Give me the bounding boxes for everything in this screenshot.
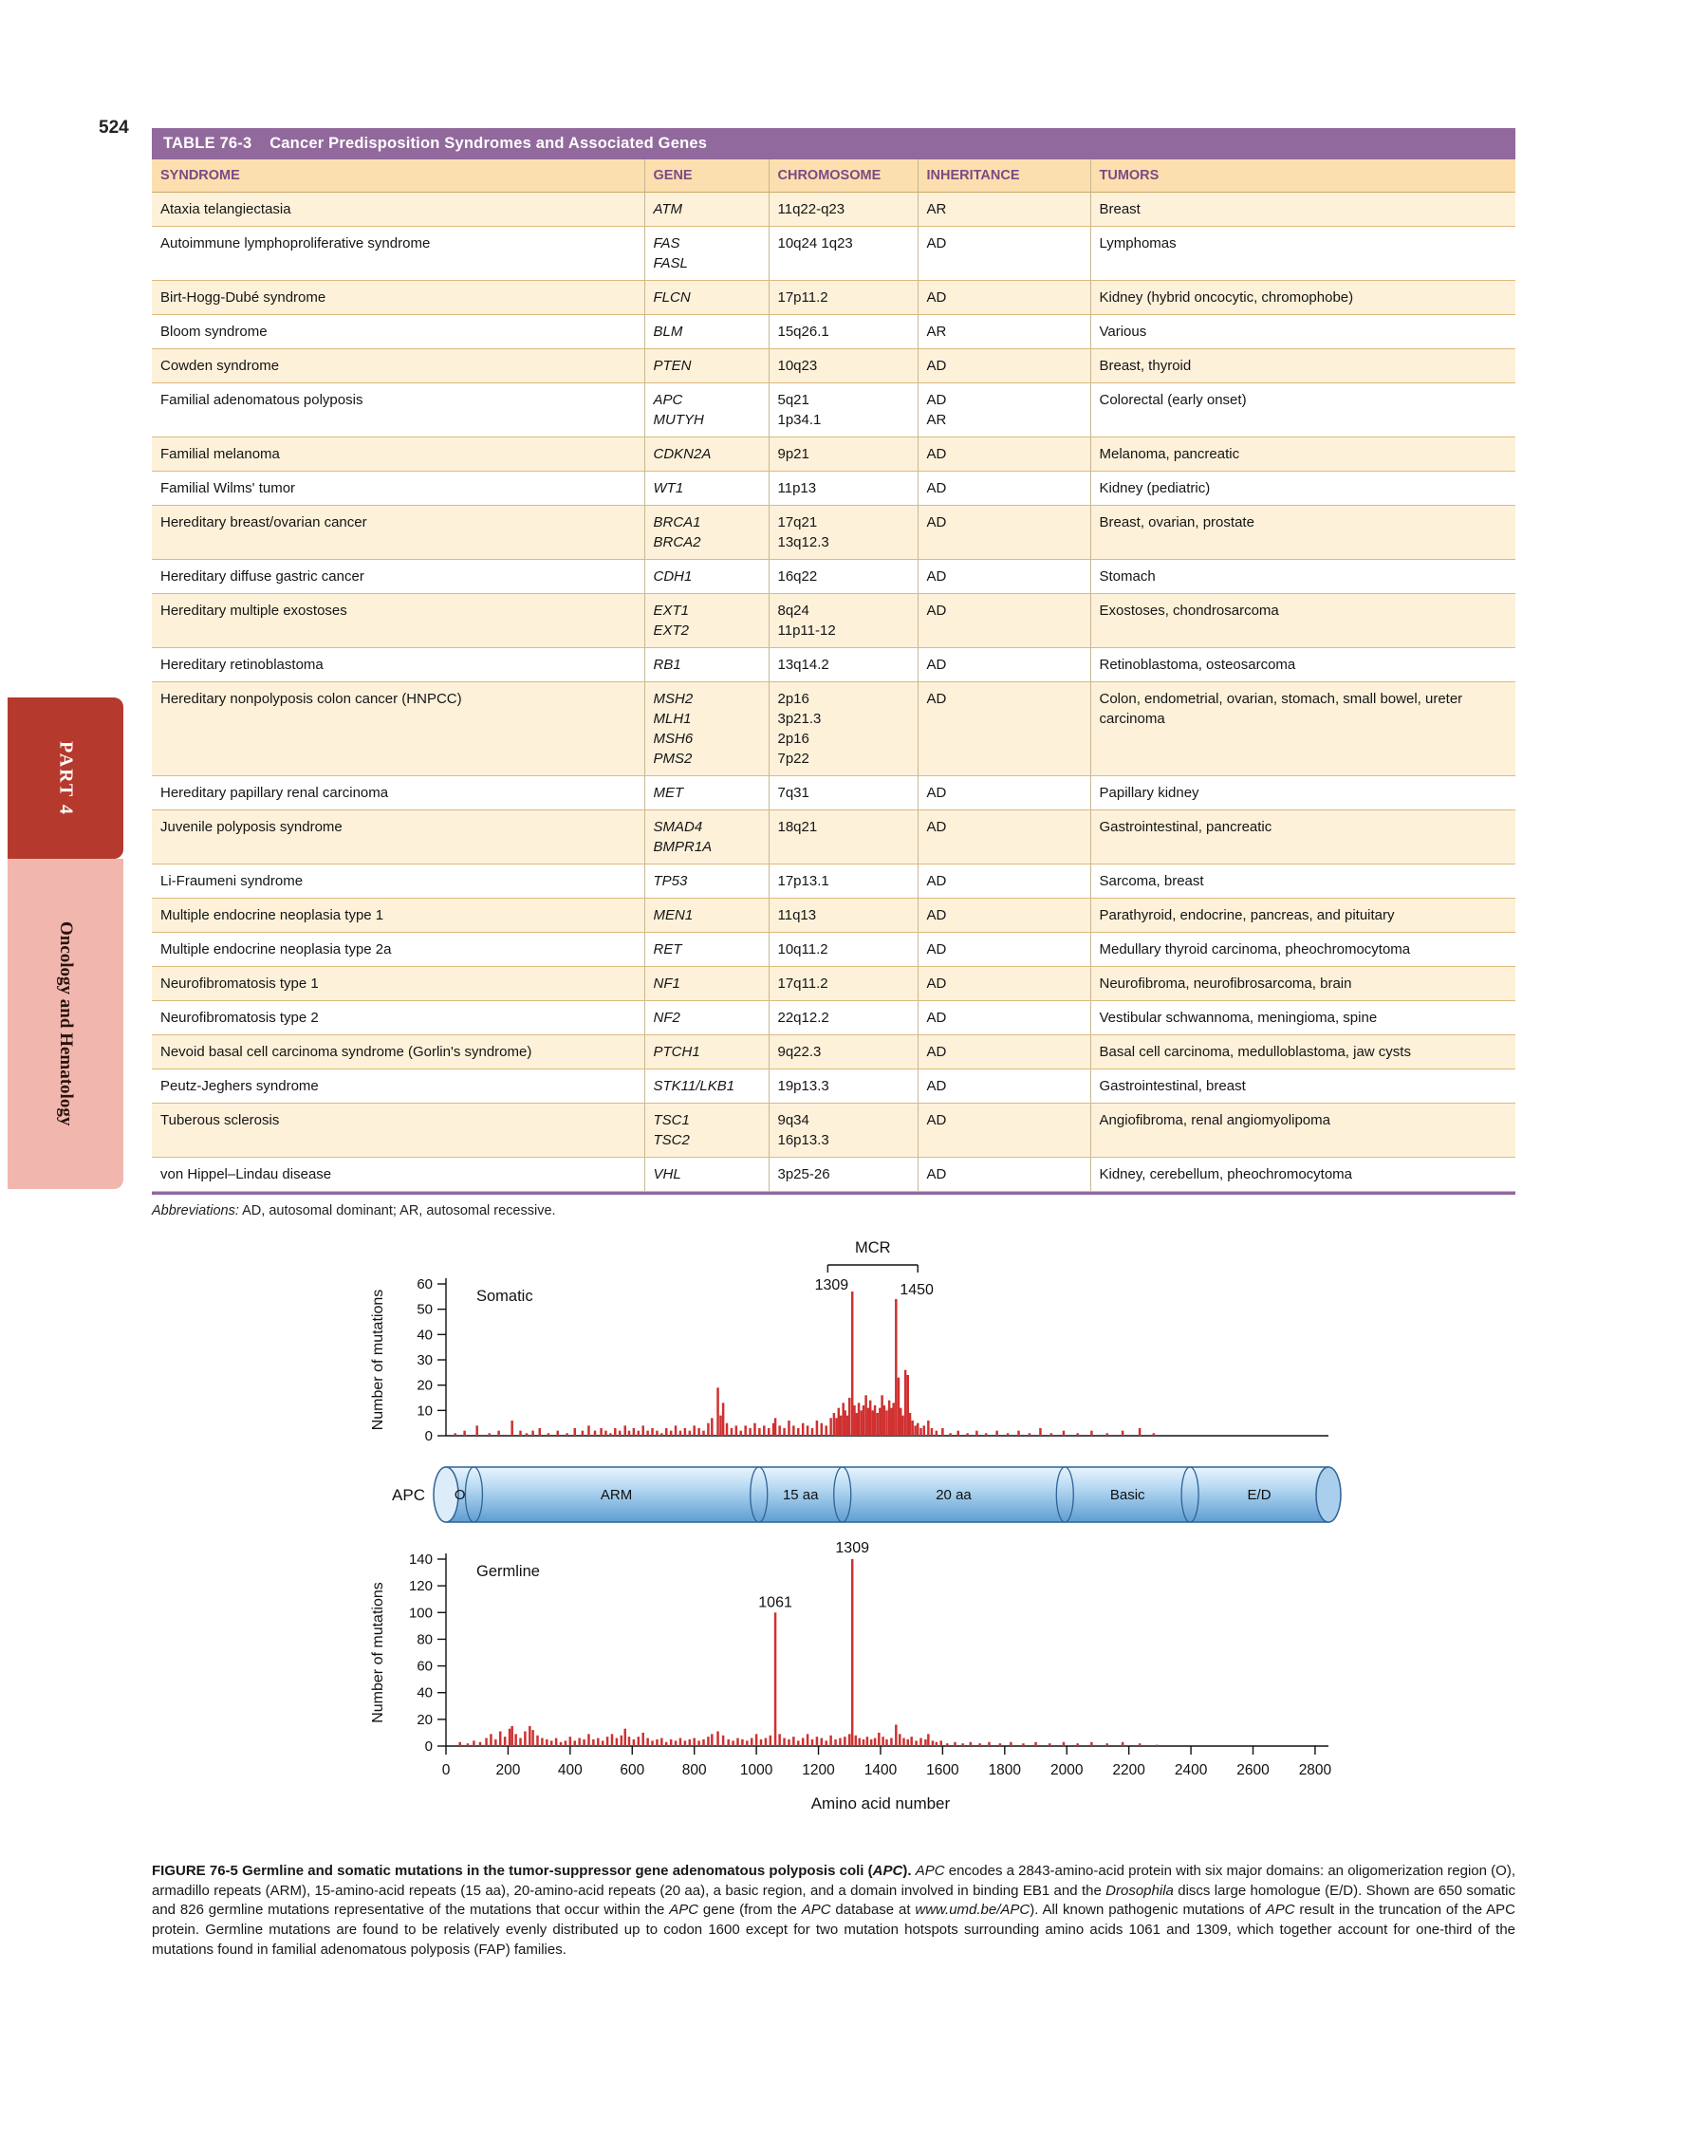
text-segment: AD, autosomal dominant; AR, autosomal recessive.	[238, 1203, 556, 1218]
svg-text:30: 30	[417, 1352, 433, 1368]
cell-syndrome: Multiple endocrine neoplasia type 1	[152, 899, 644, 933]
svg-text:2600: 2600	[1236, 1762, 1270, 1778]
cell-syndrome: Nevoid basal cell carcinoma syndrome (Gorlin's syndrome)	[152, 1035, 644, 1069]
cell-inheritance: AD	[918, 810, 1090, 864]
cell-gene: BLM	[644, 315, 769, 349]
cell-inheritance: AD	[918, 227, 1090, 281]
figure-svg	[152, 1232, 1515, 1858]
cell-chromosome: 16q22	[769, 560, 918, 594]
svg-text:140: 140	[408, 1552, 433, 1568]
text-segment: database at	[830, 1902, 916, 1919]
cell-chromosome: 17q11.2	[769, 967, 918, 1001]
cell-inheritance: AD	[918, 560, 1090, 594]
text-segment: APC	[872, 1863, 903, 1879]
cell-gene: PTEN	[644, 349, 769, 383]
cell-tumors: Gastrointestinal, pancreatic	[1090, 810, 1515, 864]
table-row	[152, 1069, 1515, 1104]
svg-text:50: 50	[417, 1301, 433, 1318]
column-header-syndrome: SYNDROME	[152, 159, 644, 193]
cell-syndrome: Juvenile polyposis syndrome	[152, 810, 644, 864]
text-segment: result in the truncation of the APC protein. Germline mutations are found to be relatively evenly distributed up to codon 1600 except for two mutation hotspots surrounding amino acids 1061 and 1309, which together account for one-third of the mutations found in familial adenomatous polyposis (FAP) families.	[152, 1902, 1515, 1958]
text-segment: gene (from the	[698, 1902, 802, 1919]
cell-gene: TSC1 TSC2	[644, 1104, 769, 1158]
peak-label: 1309	[835, 1540, 869, 1556]
cell-gene: BRCA1 BRCA2	[644, 506, 769, 560]
cell-tumors: Melanoma, pancreatic	[1090, 437, 1515, 472]
cell-syndrome: Peutz-Jeghers syndrome	[152, 1069, 644, 1104]
cell-chromosome: 2p16 3p21.3 2p16 7p22	[769, 682, 918, 776]
svg-text:1800: 1800	[988, 1762, 1022, 1778]
cell-tumors: Papillary kidney	[1090, 776, 1515, 810]
cell-inheritance: AD	[918, 437, 1090, 472]
column-header-tumors: TUMORS	[1090, 159, 1515, 193]
svg-text:1000: 1000	[739, 1762, 773, 1778]
table-row	[152, 349, 1515, 383]
cell-inheritance: AD	[918, 1069, 1090, 1104]
cell-inheritance: AD	[918, 967, 1090, 1001]
figure-canvas	[370, 1239, 1341, 1812]
cell-chromosome: 22q12.2	[769, 1001, 918, 1035]
cell-inheritance: AD	[918, 682, 1090, 776]
svg-text:2400: 2400	[1174, 1762, 1208, 1778]
table-row	[152, 967, 1515, 1001]
domain-label: Basic	[1109, 1487, 1145, 1503]
cell-chromosome: 11q22-q23	[769, 193, 918, 227]
cell-tumors: Kidney (pediatric)	[1090, 472, 1515, 506]
domain-label: E/D	[1247, 1487, 1272, 1503]
svg-text:20: 20	[417, 1377, 433, 1394]
cell-syndrome: Hereditary retinoblastoma	[152, 648, 644, 682]
cell-chromosome: 10q24 1q23	[769, 227, 918, 281]
cell-tumors: Retinoblastoma, osteosarcoma	[1090, 648, 1515, 682]
cell-inheritance: AD	[918, 648, 1090, 682]
table-row	[152, 810, 1515, 864]
cell-inheritance: AD	[918, 472, 1090, 506]
table-number-label: TABLE 76-3	[163, 135, 252, 152]
cell-gene: CDH1	[644, 560, 769, 594]
table-row	[152, 682, 1515, 776]
cell-tumors: Vestibular schwannoma, meningioma, spine	[1090, 1001, 1515, 1035]
cell-tumors: Various	[1090, 315, 1515, 349]
cell-chromosome: 8q24 11p11-12	[769, 594, 918, 648]
page-number: 524	[99, 118, 129, 138]
domain-label: 15 aa	[782, 1487, 819, 1503]
table-row	[152, 864, 1515, 899]
cell-inheritance: AD	[918, 864, 1090, 899]
cell-gene: TP53	[644, 864, 769, 899]
cell-inheritance: AD	[918, 899, 1090, 933]
cell-chromosome: 11p13	[769, 472, 918, 506]
cell-gene: MSH2 MLH1 MSH6 PMS2	[644, 682, 769, 776]
figure-caption	[152, 1862, 1515, 1960]
text-segment: Drosophila	[1105, 1882, 1174, 1899]
table-row	[152, 227, 1515, 281]
cell-syndrome: von Hippel–Lindau disease	[152, 1158, 644, 1192]
text-segment: FIGURE 76-5 Germline and somatic mutations in the tumor-suppressor gene adenomatous polyposis coli (	[152, 1863, 873, 1879]
cell-tumors: Angiofibroma, renal angiomyolipoma	[1090, 1104, 1515, 1158]
cell-chromosome: 9q34 16p13.3	[769, 1104, 918, 1158]
somatic-chart	[370, 1239, 1328, 1444]
cell-syndrome: Familial Wilms' tumor	[152, 472, 644, 506]
text-segment: ). All known pathogenic mutations of	[1030, 1902, 1266, 1919]
svg-text:Germline: Germline	[476, 1563, 540, 1580]
cell-syndrome: Hereditary multiple exostoses	[152, 594, 644, 648]
cell-gene: NF2	[644, 1001, 769, 1035]
x-axis-title: Amino acid number	[810, 1794, 951, 1812]
cell-chromosome: 15q26.1	[769, 315, 918, 349]
main-column	[152, 128, 1515, 1960]
cell-tumors: Kidney, cerebellum, pheochromocytoma	[1090, 1158, 1515, 1192]
cell-gene: NF1	[644, 967, 769, 1001]
cell-chromosome: 5q21 1p34.1	[769, 383, 918, 437]
cell-gene: MEN1	[644, 899, 769, 933]
table-row	[152, 776, 1515, 810]
cell-gene: RB1	[644, 648, 769, 682]
cell-syndrome: Autoimmune lymphoproliferative syndrome	[152, 227, 644, 281]
svg-text:Somatic: Somatic	[476, 1288, 533, 1305]
cell-gene: FAS FASL	[644, 227, 769, 281]
column-header-chromosome: CHROMOSOME	[769, 159, 918, 193]
syndrome-table-body	[152, 193, 1515, 1192]
cell-syndrome: Ataxia telangiectasia	[152, 193, 644, 227]
cell-chromosome: 17p11.2	[769, 281, 918, 315]
svg-text:800: 800	[681, 1762, 707, 1778]
table-row	[152, 594, 1515, 648]
cell-inheritance: AD	[918, 594, 1090, 648]
cell-syndrome: Familial melanoma	[152, 437, 644, 472]
cell-inheritance: AD	[918, 1104, 1090, 1158]
text-segment: Abbreviations:	[152, 1203, 239, 1218]
cell-tumors: Kidney (hybrid oncocytic, chromophobe)	[1090, 281, 1515, 315]
cell-inheritance: AD	[918, 281, 1090, 315]
table-row	[152, 1035, 1515, 1069]
cell-chromosome: 18q21	[769, 810, 918, 864]
svg-text:2000: 2000	[1049, 1762, 1084, 1778]
cell-tumors: Parathyroid, endocrine, pancreas, and pituitary	[1090, 899, 1515, 933]
table-title-bar	[152, 128, 1515, 159]
svg-text:60: 60	[417, 1276, 433, 1292]
cell-tumors: Lymphomas	[1090, 227, 1515, 281]
amino-acid-axis	[442, 1746, 1332, 1812]
column-header-inheritance: INHERITANCE	[918, 159, 1090, 193]
cell-tumors: Medullary thyroid carcinoma, pheochromocytoma	[1090, 933, 1515, 967]
apc-protein-diagram	[392, 1467, 1341, 1522]
cell-tumors: Breast, thyroid	[1090, 349, 1515, 383]
domain-label: O	[454, 1487, 466, 1503]
text-segment: www.umd.be/APC	[915, 1902, 1030, 1919]
table-header-row	[152, 159, 1515, 193]
table-row	[152, 1104, 1515, 1158]
part-tab	[8, 697, 123, 859]
svg-text:Number of mutations: Number of mutations	[370, 1582, 386, 1723]
cell-gene: ATM	[644, 193, 769, 227]
part-tab-label: PART 4	[55, 740, 77, 816]
cell-syndrome: Hereditary nonpolyposis colon cancer (HNPCC)	[152, 682, 644, 776]
svg-text:60: 60	[417, 1658, 433, 1675]
cell-inheritance: AD	[918, 1035, 1090, 1069]
table-row	[152, 899, 1515, 933]
text-segment: discs large homologue (E/D). Shown are 650 somatic and 826 germline mutations representative of the mutations that occur within the	[152, 1882, 1516, 1919]
svg-text:Number of mutations: Number of mutations	[370, 1289, 386, 1431]
cell-tumors: Sarcoma, breast	[1090, 864, 1515, 899]
cell-inheritance: AD	[918, 349, 1090, 383]
cell-inheritance: AD	[918, 776, 1090, 810]
cell-gene: RET	[644, 933, 769, 967]
table-row	[152, 281, 1515, 315]
cell-gene: STK11/LKB1	[644, 1069, 769, 1104]
cell-chromosome: 3p25-26	[769, 1158, 918, 1192]
cell-tumors: Colorectal (early onset)	[1090, 383, 1515, 437]
svg-text:600: 600	[620, 1762, 645, 1778]
cell-inheritance: AD	[918, 1158, 1090, 1192]
text-segment: APC	[1265, 1902, 1295, 1919]
cell-inheritance: AD AR	[918, 383, 1090, 437]
cell-syndrome: Familial adenomatous polyposis	[152, 383, 644, 437]
cell-tumors: Stomach	[1090, 560, 1515, 594]
cell-tumors: Basal cell carcinoma, medulloblastoma, jaw cysts	[1090, 1035, 1515, 1069]
figure-76-5	[152, 1232, 1515, 1858]
cell-syndrome: Bloom syndrome	[152, 315, 644, 349]
cell-syndrome: Hereditary diffuse gastric cancer	[152, 560, 644, 594]
text-segment: APC	[801, 1902, 831, 1919]
table-row	[152, 933, 1515, 967]
cell-inheritance: AR	[918, 193, 1090, 227]
cell-chromosome: 9q22.3	[769, 1035, 918, 1069]
cell-gene: CDKN2A	[644, 437, 769, 472]
cell-chromosome: 7q31	[769, 776, 918, 810]
svg-text:120: 120	[408, 1578, 433, 1595]
cell-inheritance: AD	[918, 1001, 1090, 1035]
text-segment: encodes a 2843-amino-acid protein with six major domains: an oligomerization region (O), armadillo repeats (ARM), 15-amino-acid repeats (15 aa), 20-amino-acid repeats (20 aa), a basic region, and a domain involved in binding EB1 and the	[152, 1863, 1515, 1899]
table-row	[152, 472, 1515, 506]
cell-syndrome: Neurofibromatosis type 2	[152, 1001, 644, 1035]
svg-text:0: 0	[424, 1738, 433, 1755]
svg-text:40: 40	[417, 1327, 433, 1344]
table-row	[152, 560, 1515, 594]
svg-text:1600: 1600	[926, 1762, 959, 1778]
cell-tumors: Neurofibroma, neurofibrosarcoma, brain	[1090, 967, 1515, 1001]
svg-text:0: 0	[441, 1762, 451, 1778]
table-title-text: Cancer Predisposition Syndromes and Associated Genes	[269, 135, 708, 152]
cell-tumors: Breast	[1090, 193, 1515, 227]
cell-inheritance: AD	[918, 506, 1090, 560]
cell-gene: FLCN	[644, 281, 769, 315]
column-header-gene: GENE	[644, 159, 769, 193]
text-segment: APC	[915, 1863, 945, 1879]
mcr-label: MCR	[854, 1239, 891, 1256]
cell-chromosome: 11q13	[769, 899, 918, 933]
cell-chromosome: 19p13.3	[769, 1069, 918, 1104]
table-row	[152, 506, 1515, 560]
text-segment: ).	[902, 1863, 912, 1879]
svg-text:200: 200	[495, 1762, 521, 1778]
cell-syndrome: Hereditary papillary renal carcinoma	[152, 776, 644, 810]
apc-label: APC	[392, 1486, 425, 1504]
cell-syndrome: Multiple endocrine neoplasia type 2a	[152, 933, 644, 967]
cell-chromosome: 13q14.2	[769, 648, 918, 682]
svg-text:1200: 1200	[802, 1762, 835, 1778]
cell-chromosome: 9p21	[769, 437, 918, 472]
cell-tumors: Colon, endometrial, ovarian, stomach, small bowel, ureter carcinoma	[1090, 682, 1515, 776]
table-row	[152, 1001, 1515, 1035]
cell-chromosome: 17q21 13q12.3	[769, 506, 918, 560]
cell-syndrome: Cowden syndrome	[152, 349, 644, 383]
svg-text:10: 10	[417, 1403, 433, 1420]
peak-label: 1450	[900, 1282, 934, 1298]
cell-chromosome: 10q11.2	[769, 933, 918, 967]
section-tab-label: Oncology and Hematology	[56, 921, 76, 1126]
cell-tumors: Gastrointestinal, breast	[1090, 1069, 1515, 1104]
cell-gene: EXT1 EXT2	[644, 594, 769, 648]
cell-chromosome: 10q23	[769, 349, 918, 383]
cell-chromosome: 17p13.1	[769, 864, 918, 899]
peak-label: 1061	[758, 1594, 792, 1611]
table-row	[152, 383, 1515, 437]
svg-text:80: 80	[417, 1631, 433, 1648]
cell-tumors: Breast, ovarian, prostate	[1090, 506, 1515, 560]
domain-label: ARM	[600, 1487, 633, 1503]
cancer-syndromes-table	[152, 128, 1515, 1195]
table-row	[152, 1158, 1515, 1192]
cell-gene: PTCH1	[644, 1035, 769, 1069]
table-abbreviations	[152, 1203, 1515, 1218]
section-tab	[8, 859, 123, 1189]
cell-tumors: Exostoses, chondrosarcoma	[1090, 594, 1515, 648]
table-row	[152, 648, 1515, 682]
svg-text:100: 100	[408, 1605, 433, 1622]
cell-syndrome: Li-Fraumeni syndrome	[152, 864, 644, 899]
text-segment: APC	[669, 1902, 699, 1919]
svg-text:0: 0	[424, 1428, 433, 1444]
svg-text:20: 20	[417, 1711, 433, 1728]
svg-text:2200: 2200	[1112, 1762, 1145, 1778]
cell-inheritance: AD	[918, 933, 1090, 967]
germline-chart	[370, 1540, 1328, 1755]
table-row	[152, 437, 1515, 472]
cell-syndrome: Neurofibromatosis type 1	[152, 967, 644, 1001]
cell-syndrome: Birt-Hogg-Dubé syndrome	[152, 281, 644, 315]
cell-gene: MET	[644, 776, 769, 810]
somatic-bars	[455, 1292, 1156, 1436]
svg-text:2800: 2800	[1298, 1762, 1332, 1778]
table-row	[152, 193, 1515, 227]
svg-text:1400: 1400	[863, 1762, 898, 1778]
cell-inheritance: AR	[918, 315, 1090, 349]
cell-syndrome: Hereditary breast/ovarian cancer	[152, 506, 644, 560]
domain-label: 20 aa	[936, 1487, 972, 1503]
table-row	[152, 315, 1515, 349]
svg-text:40: 40	[417, 1684, 433, 1701]
peak-label: 1309	[814, 1277, 849, 1293]
germline-bars	[458, 1559, 1158, 1746]
cell-syndrome: Tuberous sclerosis	[152, 1104, 644, 1158]
cell-gene: APC MUTYH	[644, 383, 769, 437]
cell-gene: SMAD4 BMPR1A	[644, 810, 769, 864]
cell-gene: WT1	[644, 472, 769, 506]
cell-gene: VHL	[644, 1158, 769, 1192]
svg-text:400: 400	[557, 1762, 583, 1778]
